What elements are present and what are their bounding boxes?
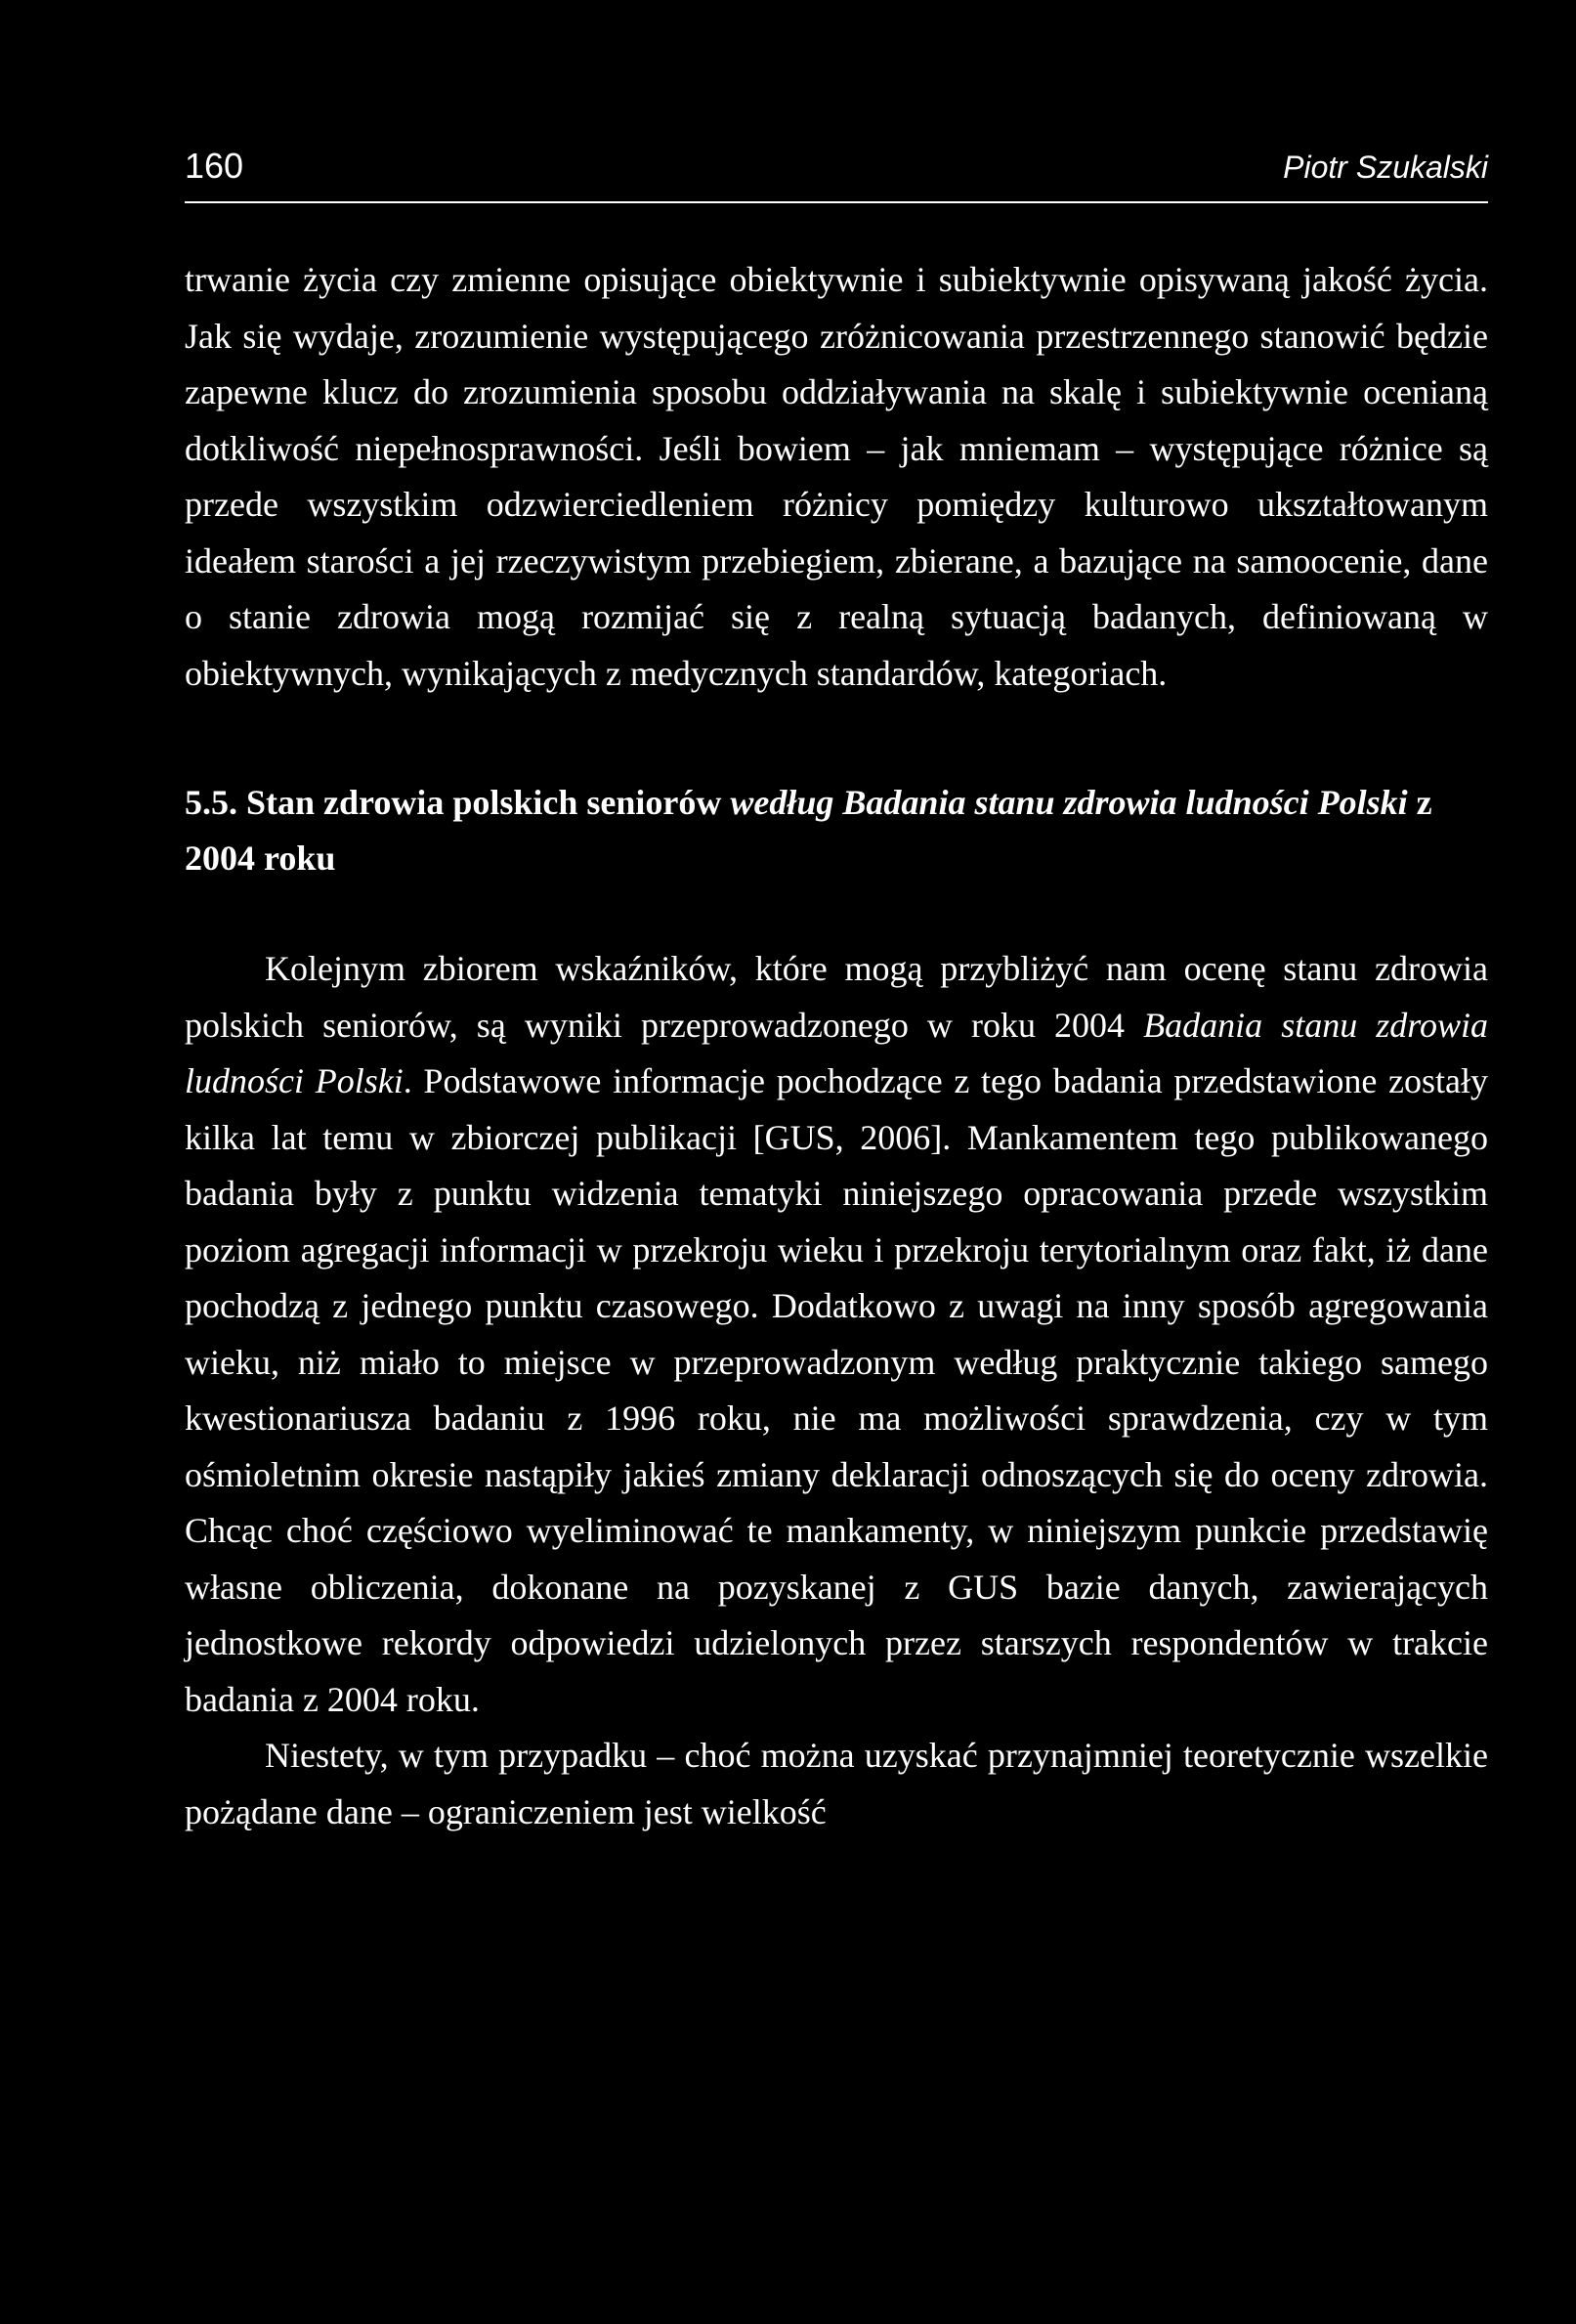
continued-paragraph: trwanie życia czy zmienne opisujące obiektywnie i subiektywnie opisywaną jakość życia. Jak się wydaje, zrozumienie występującego zróżnicowania przestrzennego stanowić będzie zapewne klucz do zrozumienia sposobu oddziaływania na skalę i subiektywnie ocenianą dotkliwość niepełnosprawności. Jeśli bowiem – jak mniemam – występujące różnice są przede wszystkim odzwierciedleniem różnicy pomiędzy kulturowo ukształtowanym ideałem starości a jej rzeczywistym przebiegiem, zbierane, a bazujące na samoocenie, dane o stanie zdrowia mogą rozmijać się z realną sytuacją badanych, definiowaną w obiektywnych, wynikających z medycznych standardów, kategoriach. [185, 260, 1488, 693]
page-number: 160 [185, 146, 244, 186]
paragraph-1-italic-title: Badania stanu zdrowia ludności Polski [185, 1005, 1488, 1100]
paragraph-2: Niestety, w tym przypadku – choć można uzyskać przynajmniej teoretycznie wszelkie pożądane dane – ograniczeniem jest wielkość [185, 1736, 1488, 1831]
section-title-italic: według Badania stanu zdrowia ludności Polski [730, 783, 1408, 822]
section-heading [185, 775, 1488, 886]
section-title-part2: z 2004 roku [185, 783, 1432, 878]
running-header [185, 137, 1488, 195]
header-rule [185, 201, 1488, 203]
paragraph-1-text-a: Kolejnym zbiorem wskaźników, które mogą przybliżyć nam ocenę stanu zdrowia polskich seniorów, są wyniki przeprowadzonego w roku 2004 [185, 949, 1488, 1045]
section-title-part1: Stan zdrowia polskich seniorów [246, 783, 722, 822]
running-head-author: Piotr Szukalski [1283, 150, 1488, 185]
section-number: 5.5. [185, 783, 237, 822]
paragraph-1 [185, 941, 1488, 1728]
paragraph-1-text-b: . Podstawowe informacje pochodzące z tego badania przedstawione zostały kilka lat temu w zbiorczej publikacji [GUS, 2006]. Mankamentem tego publikowanego badania były z punktu widzenia tematyki niniejszego opracowania przede wszystkim poziom agregacji informacji w przekroju wieku i przekroju terytorialnym oraz fakt, iż dane pochodzą z jednego punktu czasowego. Dodatkowo z uwagi na inny sposób agregowania wieku, niż miało to miejsce w przeprowadzonym według praktycznie takiego samego kwestionariusza badaniu z 1996 roku, nie ma możliwości sprawdzenia, czy w tym ośmioletnim okresie nastąpiły jakieś zmiany deklaracji odnoszących się do oceny zdrowia. Chcąc choć częściowo wyeliminować te mankamenty, w niniejszym punkcie przedstawię własne obliczenia, dokonane na pozyskanej z GUS bazie danych, zawierających jednostkowe rekordy odpowiedzi udzielonych przez starszych respondentów w trakcie badania z 2004 roku. [185, 1061, 1489, 1719]
document-page [185, 137, 1488, 1840]
